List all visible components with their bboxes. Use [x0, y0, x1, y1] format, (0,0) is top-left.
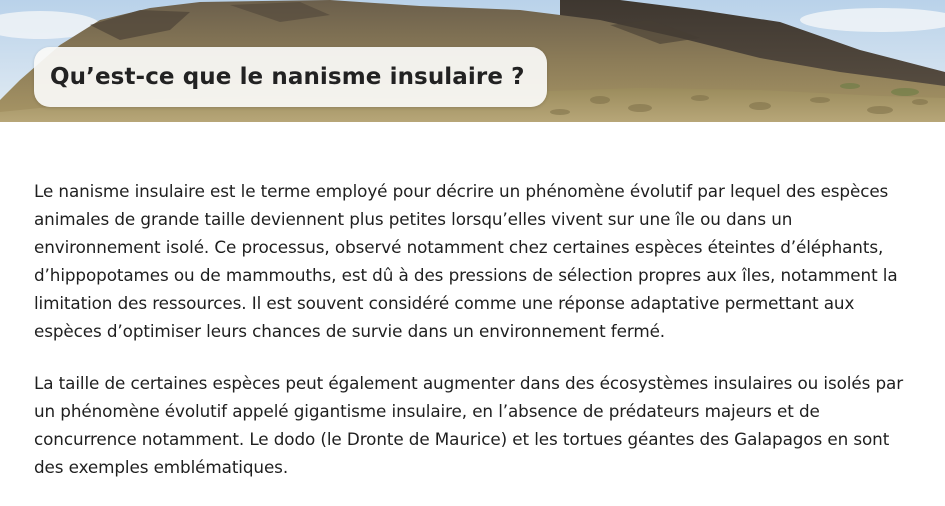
- title-pill: [34, 47, 547, 107]
- page-title: Qu’est-ce que le nanisme insulaire ?: [50, 64, 525, 90]
- body-text: [34, 177, 914, 481]
- paragraph-gigantisme: La taille de certaines espèces peut également augmenter dans des écosystèmes insulaires ou isolés par un phénomène évolutif appelé gigantisme insulaire, en l’absence de prédateurs majeurs et de concurrence notamment. Le dodo (le Dronte de Maurice) et les tortues géantes des Galapagos en sont des exemples emblématiques.: [34, 373, 903, 477]
- paragraph-nanisme: Le nanisme insulaire est le terme employé pour décrire un phénomène évolutif par lequel des espèces animales de grande taille deviennent plus petites lorsqu’elles vivent sur une île ou dans un environnement isolé. Ce processus, observé notamment chez certaines espèces éteintes d’éléphants, d’hippopotames ou de mammouths, est dû à des pressions de sélection propres aux îles, notamment la limitation des ressources. Il est souvent considéré comme une réponse adaptative permettant aux espèces d’optimiser leurs chances de survie dans un environnement fermé.: [34, 181, 898, 341]
